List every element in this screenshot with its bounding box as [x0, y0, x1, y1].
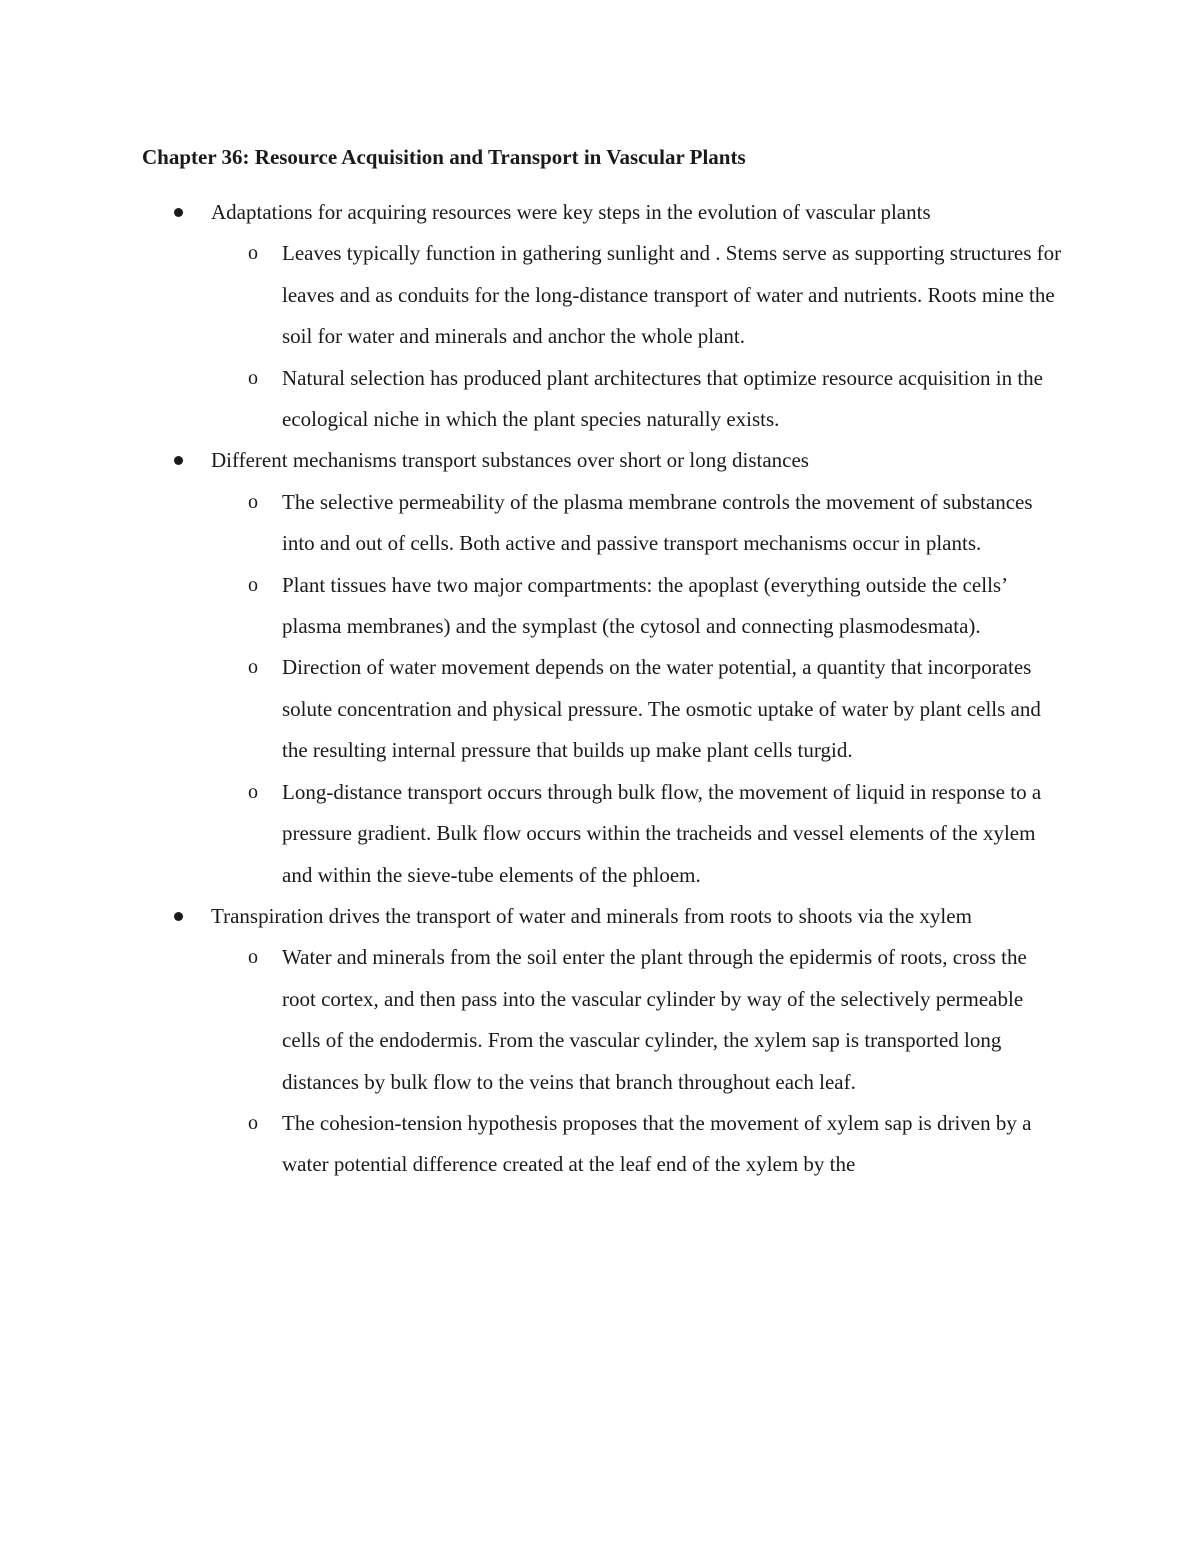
- sub-bullet-marker: o: [248, 366, 258, 389]
- bullet-dot-icon: [174, 208, 183, 217]
- sub-list: [211, 937, 1062, 1185]
- bullet-item: [142, 896, 1062, 1186]
- sub-list: [211, 482, 1062, 896]
- sub-item-text: Water and minerals from the soil enter the plant through the epidermis of roots, cross the root cortex, and then pass into the vascular cylinder by way of the selectively permeable cells of the endodermis. From the vascular cylinder, the xylem sap is transported long distances by bulk flow to the veins that branch throughout each leaf.: [282, 945, 1027, 1094]
- sub-item: [211, 358, 1062, 441]
- sub-list: [211, 233, 1062, 440]
- sub-item-text: The cohesion-tension hypothesis proposes that the movement of xylem sap is driven by a water potential difference created at the leaf end of the xylem by the: [282, 1110, 1032, 1177]
- sub-bullet-marker: o: [248, 780, 258, 803]
- sub-item: [211, 772, 1062, 896]
- sub-item-text: The selective permeability of the plasma membrane controls the movement of substances into and out of cells. Both active and passive transport mechanisms occur in plants.: [282, 489, 1033, 556]
- bullet-item: [142, 440, 1062, 895]
- bullet-text: Transpiration drives the transport of water and minerals from roots to shoots via the xylem: [211, 903, 972, 928]
- sub-bullet-marker: o: [248, 573, 258, 596]
- sub-item-text: Plant tissues have two major compartments: the apoplast (everything outside the cells’ plasma membranes) and the symplast (the cytosol and connecting plasmodesmata).: [282, 572, 1007, 639]
- bullet-text: Adaptations for acquiring resources were key steps in the evolution of vascular plants: [211, 200, 931, 224]
- bullet-list: [142, 192, 1062, 1186]
- sub-item-text: Natural selection has produced plant architectures that optimize resource acquisition in the ecological niche in which the plant species naturally exists.: [282, 365, 1043, 432]
- bullet-dot-icon: [174, 456, 183, 465]
- sub-item: [211, 1103, 1062, 1186]
- sub-item: [211, 647, 1062, 771]
- sub-bullet-marker: o: [248, 242, 258, 265]
- sub-item: [211, 565, 1062, 648]
- bullet-text: Different mechanisms transport substances over short or long distances: [211, 448, 809, 473]
- sub-bullet-marker: o: [248, 946, 258, 969]
- sub-item: [211, 482, 1062, 565]
- bullet-dot-icon: [174, 912, 183, 921]
- sub-item: [211, 233, 1062, 357]
- sub-bullet-marker: o: [248, 656, 258, 679]
- sub-item-text: Direction of water movement depends on the water potential, a quantity that incorporates solute concentration and physical pressure. The osmotic uptake of water by plant cells and the resulting internal pressure that builds up make plant cells turgid.: [282, 655, 1041, 763]
- sub-bullet-marker: o: [248, 490, 258, 513]
- sub-item-text: Long-distance transport occurs through bulk flow, the movement of liquid in response to a pressure gradient. Bulk flow occurs within the tracheids and vessel elements of the xylem and within the sieve-tube elements of the phloem.: [282, 779, 1042, 887]
- bullet-item: [142, 192, 1062, 440]
- sub-bullet-marker: o: [248, 1111, 258, 1134]
- sub-item-text: Leaves typically function in gathering sunlight and . Stems serve as supporting structures for leaves and as conduits for the long-distance transport of water and nutrients. Roots mine the soil for water and minerals and anchor the whole plant.: [282, 241, 1062, 349]
- chapter-title: Chapter 36: Resource Acquisition and Transport in Vascular Plants: [142, 145, 746, 169]
- sub-item: [211, 937, 1062, 1103]
